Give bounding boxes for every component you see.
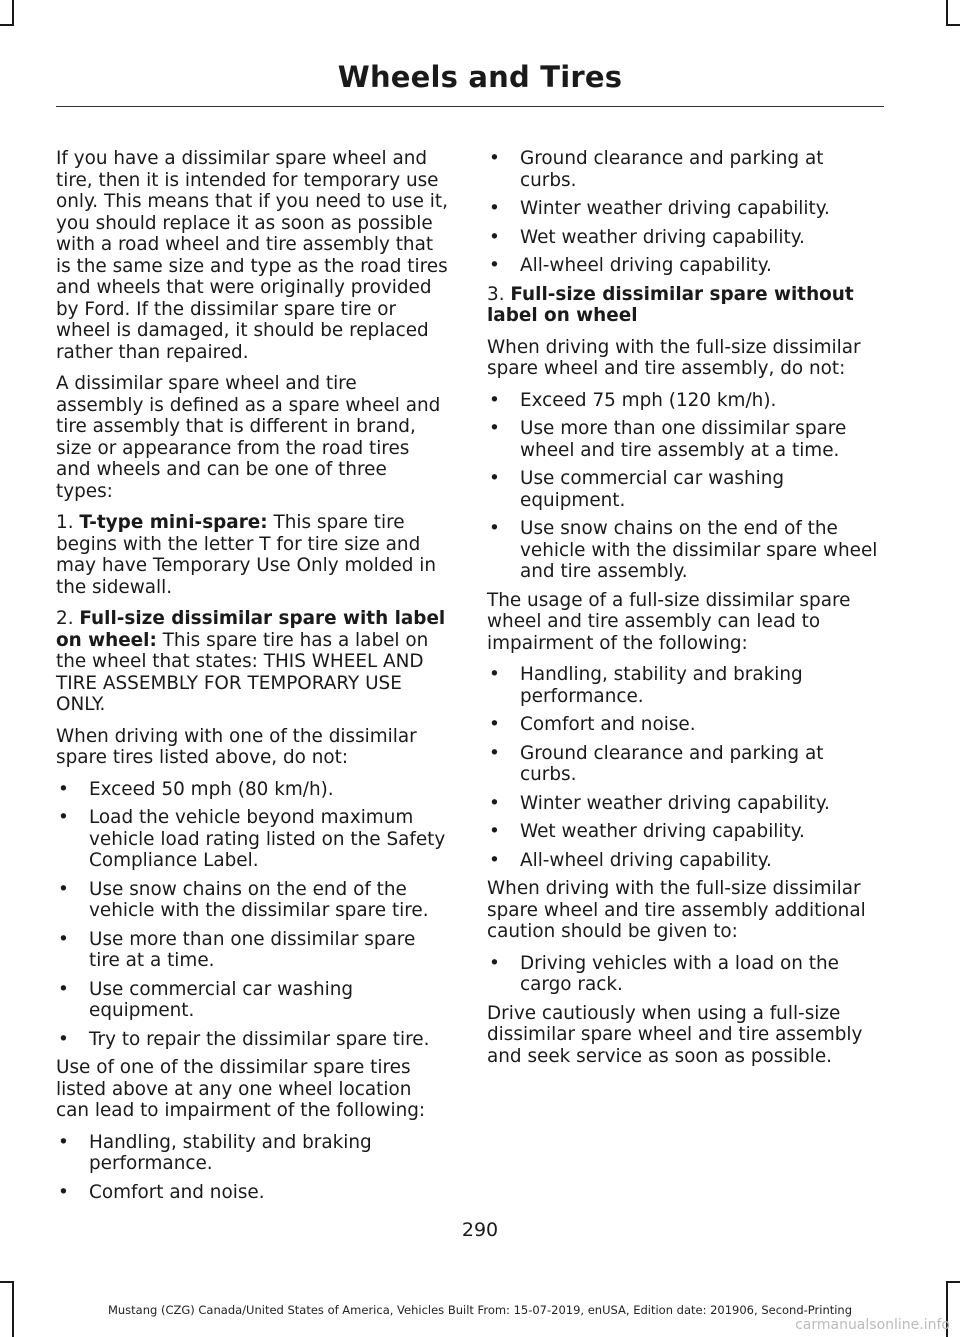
list-item [56, 879, 448, 922]
list-item [487, 953, 885, 996]
type-3-heading: Full-size dissimilar spare without label on wheel [487, 283, 854, 326]
page-number: 290 [461, 1219, 499, 1241]
type-1-item [56, 512, 448, 598]
right-column [487, 148, 885, 1077]
list-item-text: Handling, stability and braking performance. [520, 664, 803, 707]
list-item-text: Use snow chains on the end of the vehicle with the dissimilar spare wheel and tire assembly. [520, 518, 878, 582]
bullet: • [58, 928, 69, 950]
list-item-text: Ground clearance and parking at curbs. [520, 148, 824, 191]
bullet: • [58, 878, 69, 900]
bullet: • [489, 518, 500, 539]
list-item-text: Winter weather driving capability. [520, 792, 830, 814]
type-1-number: 1. [56, 512, 74, 533]
impairment-list [56, 1132, 448, 1204]
type-1-text: This spare tire begins with the letter T for tire size and may have Temporary Use Only molded in the sidewall. [56, 512, 436, 598]
list-item-text: Use commercial car washing equipment. [520, 468, 785, 511]
full-size-do-not-list [487, 390, 885, 583]
list-item [487, 743, 885, 786]
bullet: • [489, 821, 500, 842]
bullet: • [58, 778, 69, 800]
list-item-text: Comfort and noise. [520, 714, 696, 735]
type-1-heading: T-type mini-spare: [79, 512, 268, 533]
bullet: • [489, 714, 500, 735]
bullet: • [489, 198, 500, 219]
list-item [487, 390, 885, 412]
impairment-list-continued [487, 148, 885, 277]
full-size-impairment-list [487, 664, 885, 871]
list-item-text: Driving vehicles with a load on the cargo rack. [520, 952, 839, 995]
list-item-text: Handling, stability and braking performance. [89, 1131, 372, 1174]
bullet: • [489, 389, 500, 411]
list-item [487, 227, 885, 249]
list-item [56, 979, 448, 1022]
type-3-number: 3. [487, 283, 505, 305]
bullet: • [489, 226, 500, 248]
caution-list [487, 953, 885, 996]
list-item-text: Wet weather driving capability. [520, 821, 805, 842]
bullet: • [489, 792, 500, 814]
list-item [487, 664, 885, 707]
list-item [56, 807, 448, 872]
list-item [487, 468, 885, 511]
list-item [56, 1029, 448, 1051]
list-item-text: All-wheel driving capability. [520, 849, 772, 871]
closing-paragraph: Drive cautiously when using a full-size dissimilar spare wheel and tire assembly and seek service as soon as possible. [487, 1002, 863, 1067]
crop-mark-bottom-left-h [0, 1281, 14, 1283]
left-column [56, 148, 448, 1210]
footer-edition-info: Mustang (CZG) Canada/United States of America, Vehicles Built From: 15-07-2019, enUSA, Edition date: 201906, Second-Printing [107, 1303, 853, 1317]
bullet: • [58, 807, 69, 828]
crop-mark-top-right-v [946, 0, 948, 26]
bullet: • [58, 1028, 69, 1050]
definition-paragraph: A dissimilar spare wheel and tire assembly is defined as a spare wheel and tire assembly that is different in brand, size or appearance from the road tires and wheels and can be one of three types: [56, 373, 441, 502]
page-title: Wheels and Tires [337, 60, 623, 94]
list-item [56, 1132, 448, 1175]
bullet: • [58, 1181, 69, 1203]
type-2-number: 2. [56, 608, 74, 629]
list-item [487, 714, 885, 736]
intro-paragraph: If you have a dissimilar spare wheel and tire, then it is intended for temporary use only. This means that if you need to use it, you should replace it as soon as possible with a road wheel and tire assembly that is the same size and type as the road tires and wheels that were originally provided by Ford. If the dissimilar spare tire or wheel is damaged, it should be replaced rather than repaired. [56, 148, 448, 363]
list-item [487, 518, 885, 583]
list-item-text: Load the vehicle beyond maximum vehicle load rating listed on the Safety Compliance Label. [89, 807, 446, 871]
bullet: • [489, 664, 500, 685]
list-item-text: Use more than one dissimilar spare tire at a time. [89, 928, 416, 971]
bullet: • [489, 849, 500, 871]
list-item [487, 255, 885, 277]
crop-mark-top-left-v [12, 0, 14, 26]
crop-mark-top-left-h [0, 24, 14, 26]
impairment-intro: Use of one of the dissimilar spare tires listed above at any one wheel location can lead to impairment of the following: [56, 1057, 426, 1121]
list-item [56, 929, 448, 972]
list-item-text: Use commercial car washing equipment. [89, 978, 354, 1021]
bullet: • [489, 255, 500, 276]
bullet: • [489, 418, 500, 439]
list-item-text: Use snow chains on the end of the vehicle with the dissimilar spare tire. [89, 878, 429, 921]
crop-mark-top-right-h [946, 24, 960, 26]
list-item [487, 418, 885, 461]
list-item-text: Winter weather driving capability. [520, 198, 830, 219]
bullet: • [489, 148, 500, 169]
list-item [487, 793, 885, 815]
do-not-intro: When driving with one of the dissimilar spare tires listed above, do not: [56, 725, 417, 768]
type-3-item [487, 284, 885, 327]
list-item [487, 198, 885, 220]
caution-intro: When driving with the full-size dissimilar spare wheel and tire assembly additional caution should be given to: [487, 878, 866, 942]
list-item-text: Wet weather driving capability. [520, 226, 805, 248]
crop-mark-bottom-right-h [946, 1281, 960, 1283]
list-item [56, 1182, 448, 1204]
list-item-text: Comfort and noise. [89, 1181, 265, 1203]
bullet: • [489, 468, 500, 489]
list-item [56, 779, 448, 801]
type-2-heading: Full-size dissimilar spare with label on wheel: [56, 608, 446, 651]
watermark: carmanualsonline.info [795, 1317, 950, 1333]
list-item-text: Exceed 75 mph (120 km/h). [520, 389, 777, 411]
list-item-text: Try to repair the dissimilar spare tire. [89, 1028, 430, 1050]
list-item-text: Ground clearance and parking at curbs. [520, 742, 824, 785]
bullet: • [489, 742, 500, 764]
bullet: • [489, 952, 500, 974]
type-2-item [56, 608, 448, 716]
list-item-text: Use more than one dissimilar spare wheel and tire assembly at a time. [520, 418, 847, 461]
do-not-list [56, 779, 448, 1051]
bullet: • [58, 978, 69, 1000]
type-2-text: This spare tire has a label on the wheel that states: THIS WHEEL AND TIRE ASSEMBLY FOR TEMPORARY USE ONLY. [56, 629, 429, 715]
full-size-impairment-intro: The usage of a full-size dissimilar spare wheel and tire assembly can lead to impairment of the following: [487, 589, 851, 654]
list-item-text: Exceed 50 mph (80 km/h). [89, 778, 334, 800]
header-divider [56, 106, 884, 107]
list-item [487, 148, 885, 191]
list-item-text: All-wheel driving capability. [520, 255, 772, 276]
full-size-do-not-intro: When driving with the full-size dissimilar spare wheel and tire assembly, do not: [487, 336, 861, 379]
list-item [487, 821, 885, 843]
bullet: • [58, 1131, 69, 1153]
list-item [487, 850, 885, 872]
